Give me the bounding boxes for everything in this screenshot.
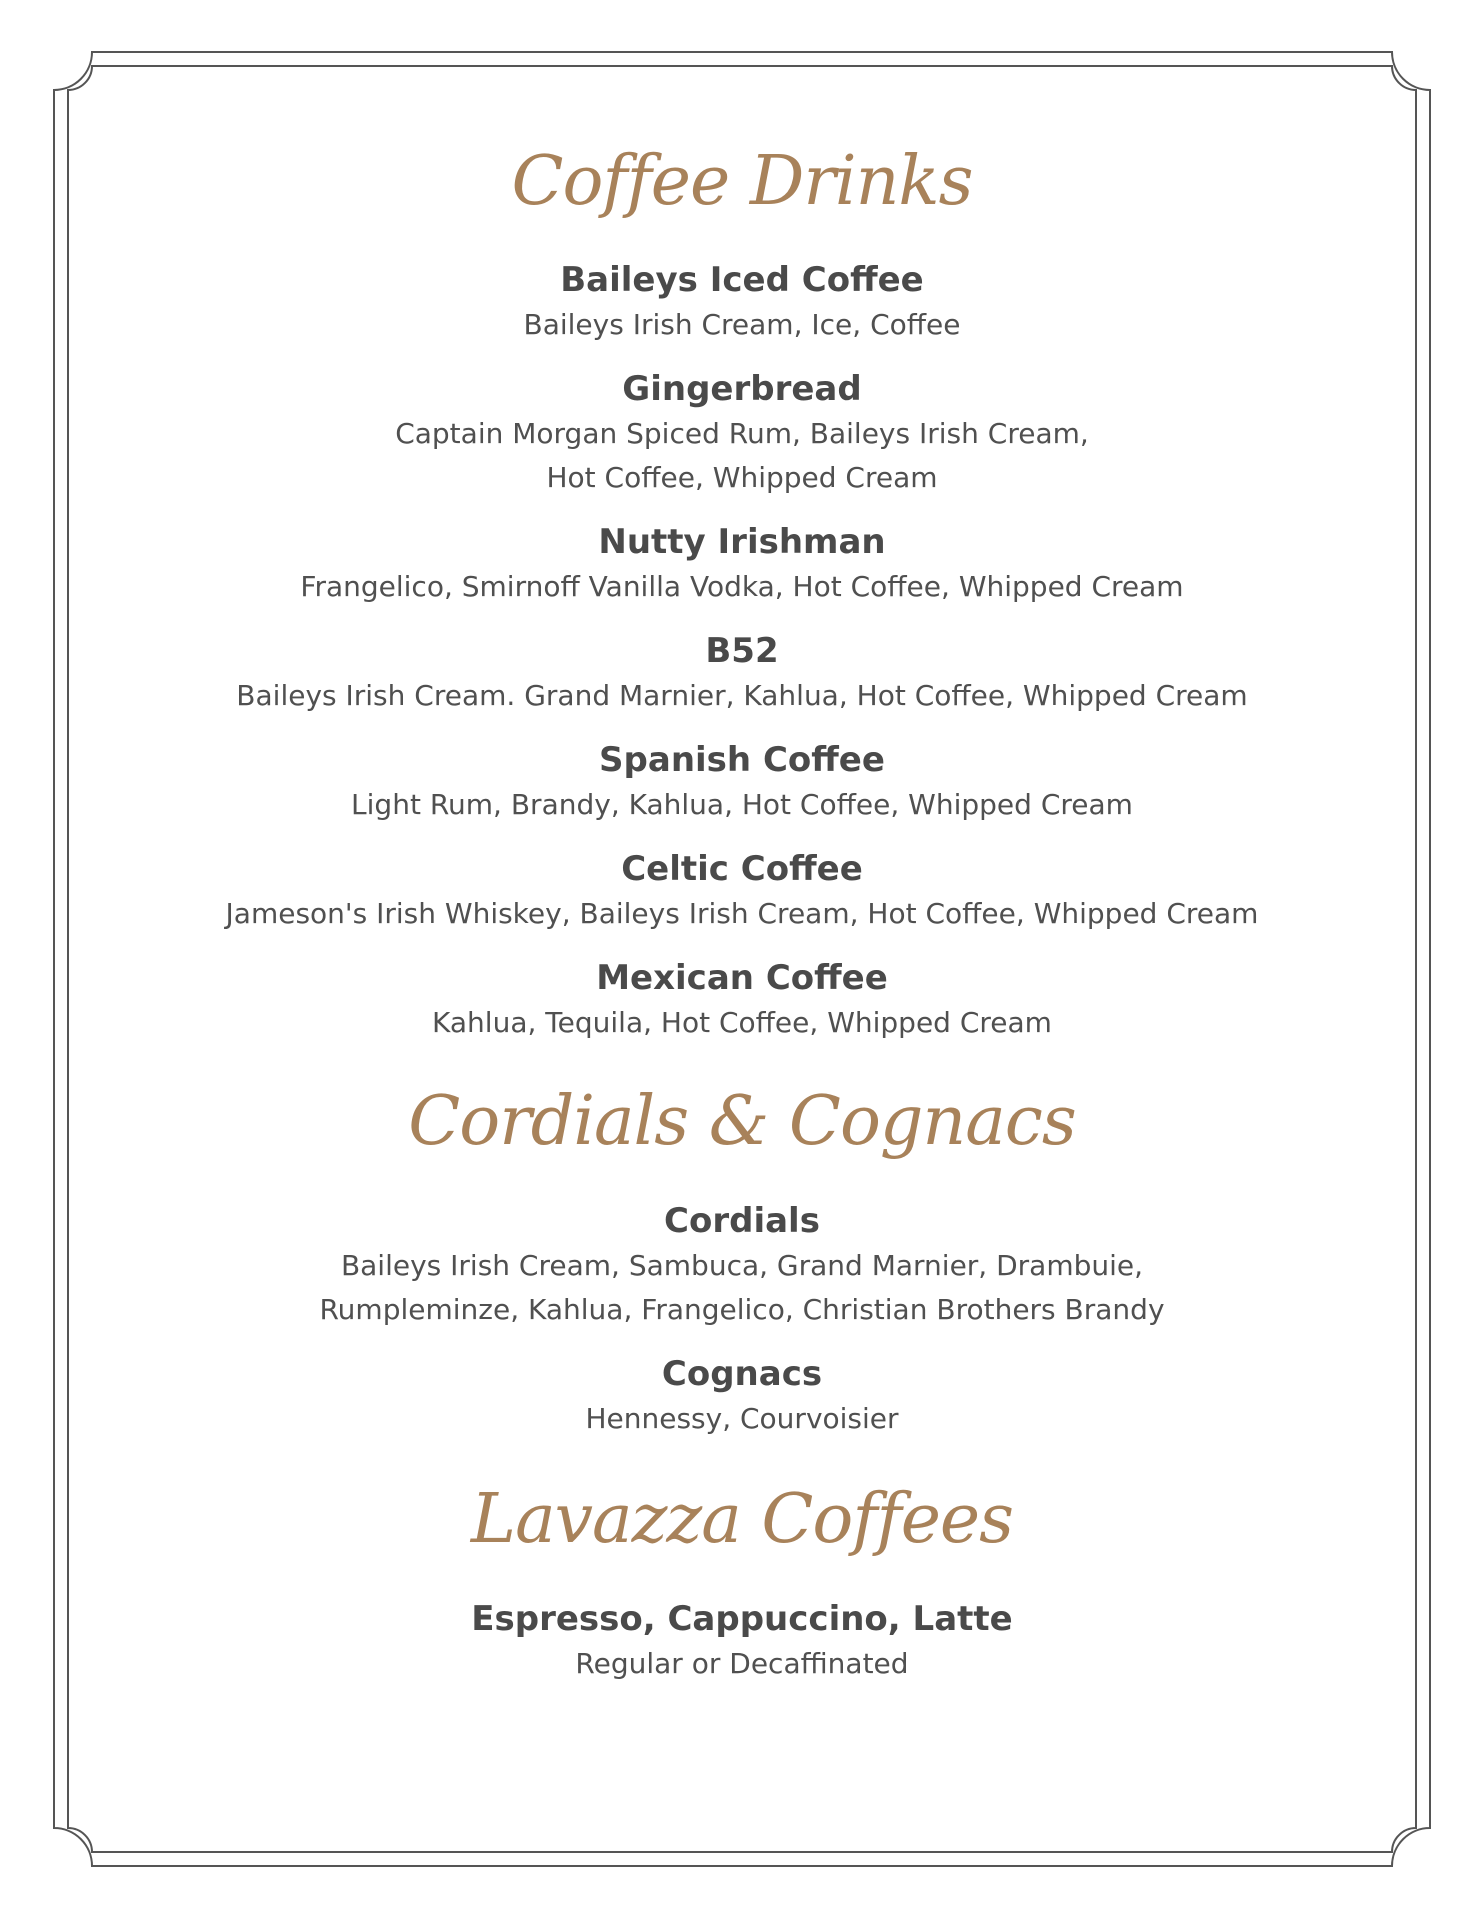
item-desc: Baileys Irish Cream. Grand Marnier, Kahlua, Hot Coffee, Whipped Cream <box>236 679 1248 712</box>
item-name: Spanish Coffee <box>599 740 885 780</box>
item-desc: Captain Morgan Spiced Rum, Baileys Irish Cream, <box>395 417 1089 450</box>
section-title-lavazza-coffees: Lavazza Coffees <box>470 1480 1014 1559</box>
item-desc: Baileys Irish Cream, Sambuca, Grand Marnier, Drambuie, <box>340 1249 1144 1282</box>
item-name: Baileys Iced Coffee <box>560 260 924 300</box>
item-desc: Regular or Decaffinated <box>575 1647 909 1680</box>
item-name: Cognacs <box>661 1354 823 1394</box>
section-title-cordials-cognacs: Cordials & Cognacs <box>408 1082 1076 1161</box>
item-desc: Rumpleminze, Kahlua, Frangelico, Christian Brothers Brandy <box>319 1293 1165 1326</box>
item-name: B52 <box>705 631 779 671</box>
item-desc: Baileys Irish Cream, Ice, Coffee <box>523 308 961 341</box>
item-desc: Jameson's Irish Whiskey, Baileys Irish Cream, Hot Coffee, Whipped Cream <box>225 897 1259 930</box>
item-name: Gingerbread <box>622 369 862 409</box>
item-desc: Frangelico, Smirnoff Vanilla Vodka, Hot Coffee, Whipped Cream <box>300 570 1184 603</box>
item-desc: Hennessy, Courvoisier <box>585 1402 899 1435</box>
item-name: Celtic Coffee <box>621 849 863 889</box>
item-desc: Kahlua, Tequila, Hot Coffee, Whipped Cream <box>432 1006 1052 1039</box>
item-name: Mexican Coffee <box>596 958 888 998</box>
item-name: Espresso, Cappuccino, Latte <box>471 1599 1013 1639</box>
item-desc: Light Rum, Brandy, Kahlua, Hot Coffee, Whipped Cream <box>351 788 1133 821</box>
item-desc: Hot Coffee, Whipped Cream <box>546 461 938 494</box>
section-title-coffee-drinks: Coffee Drinks <box>511 142 973 221</box>
item-name: Nutty Irishman <box>598 522 886 562</box>
item-name: Cordials <box>664 1201 820 1241</box>
